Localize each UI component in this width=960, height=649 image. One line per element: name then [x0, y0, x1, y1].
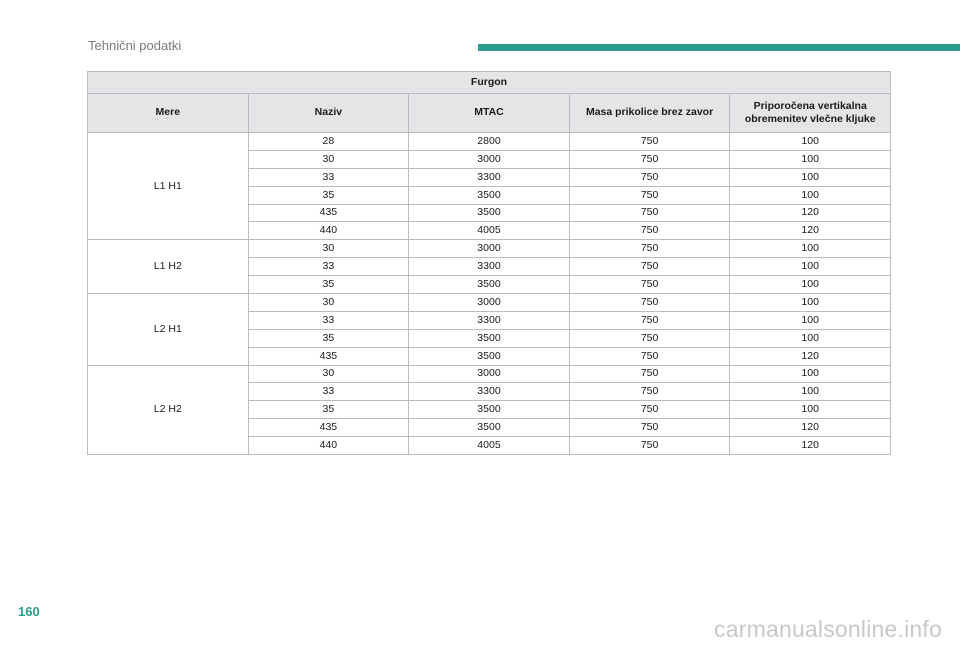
table-cell: 435: [248, 419, 409, 437]
column-header: MTAC: [409, 94, 570, 133]
table-cell: 3300: [409, 258, 570, 276]
table-cell: 750: [569, 419, 730, 437]
section-title: Tehnični podatki: [88, 38, 182, 53]
table-cell: 120: [730, 437, 891, 455]
table-cell: 750: [569, 276, 730, 294]
spec-table: [87, 71, 891, 455]
table-cell: 750: [569, 133, 730, 151]
table-cell: 100: [730, 276, 891, 294]
table-cell: 28: [248, 133, 409, 151]
table-cell: 100: [730, 401, 891, 419]
table-cell: 750: [569, 222, 730, 240]
table-cell: 750: [569, 240, 730, 258]
table-cell: 750: [569, 186, 730, 204]
table-cell: 30: [248, 294, 409, 312]
table-cell: 100: [730, 383, 891, 401]
table-cell: 750: [569, 347, 730, 365]
table-cell: 4005: [409, 437, 570, 455]
table-cell: 750: [569, 168, 730, 186]
table-cell: 100: [730, 365, 891, 383]
column-header: Mere: [88, 94, 249, 133]
table-cell: 35: [248, 186, 409, 204]
table-cell: 120: [730, 419, 891, 437]
watermark: carmanualsonline.info: [714, 616, 942, 642]
table-cell: 100: [730, 150, 891, 168]
table-title: Furgon: [88, 72, 891, 94]
table-cell: 100: [730, 186, 891, 204]
table-cell: 440: [248, 222, 409, 240]
table-cell: 35: [248, 276, 409, 294]
table-cell: 3500: [409, 186, 570, 204]
table-cell: 33: [248, 311, 409, 329]
table-cell: 750: [569, 329, 730, 347]
table-cell: 120: [730, 222, 891, 240]
table-cell: 3300: [409, 311, 570, 329]
table-cell: 3500: [409, 419, 570, 437]
table-cell: 100: [730, 294, 891, 312]
table-cell: 3000: [409, 240, 570, 258]
section-accent-bar: [478, 44, 960, 51]
table-row: [88, 365, 891, 383]
table-cell: 750: [569, 365, 730, 383]
table-cell: 3000: [409, 294, 570, 312]
table-row: [88, 133, 891, 151]
table-cell: 3000: [409, 365, 570, 383]
table-cell: 30: [248, 150, 409, 168]
table-body: [88, 133, 891, 455]
table-cell: 30: [248, 365, 409, 383]
table-cell: 100: [730, 258, 891, 276]
table-cell: 2800: [409, 133, 570, 151]
table-cell: 3500: [409, 204, 570, 222]
page-number: 160: [18, 604, 40, 619]
table-row: [88, 294, 891, 312]
table-cell: 35: [248, 329, 409, 347]
dimension-cell: L2 H2: [88, 365, 249, 454]
table-cell: 100: [730, 168, 891, 186]
table-cell: 750: [569, 401, 730, 419]
table-cell: 100: [730, 329, 891, 347]
table-cell: 3500: [409, 276, 570, 294]
table-cell: 750: [569, 383, 730, 401]
table-cell: 100: [730, 133, 891, 151]
table-cell: 750: [569, 204, 730, 222]
column-header: Masa prikolice brez zavor: [569, 94, 730, 133]
table-cell: 750: [569, 294, 730, 312]
dimension-cell: L1 H1: [88, 133, 249, 240]
table-cell: 100: [730, 240, 891, 258]
table-cell: 4005: [409, 222, 570, 240]
table-cell: 440: [248, 437, 409, 455]
table-cell: 100: [730, 311, 891, 329]
table-cell: 3500: [409, 329, 570, 347]
table-cell: 3000: [409, 150, 570, 168]
table-cell: 435: [248, 204, 409, 222]
table-cell: 435: [248, 347, 409, 365]
table-cell: 33: [248, 258, 409, 276]
table-cell: 35: [248, 401, 409, 419]
table-cell: 750: [569, 311, 730, 329]
dimension-cell: L2 H1: [88, 294, 249, 366]
table-cell: 33: [248, 168, 409, 186]
table-cell: 33: [248, 383, 409, 401]
table-cell: 120: [730, 347, 891, 365]
table-cell: 3500: [409, 347, 570, 365]
dimension-cell: L1 H2: [88, 240, 249, 294]
table-cell: 30: [248, 240, 409, 258]
table-cell: 3300: [409, 168, 570, 186]
table-cell: 3500: [409, 401, 570, 419]
table-cell: 3300: [409, 383, 570, 401]
table-cell: 750: [569, 258, 730, 276]
table-cell: 750: [569, 150, 730, 168]
table-row: [88, 240, 891, 258]
table-cell: 120: [730, 204, 891, 222]
column-header: Naziv: [248, 94, 409, 133]
column-header: Priporočena vertikalna obremenitev vlečne kljuke: [730, 94, 891, 133]
table-cell: 750: [569, 437, 730, 455]
